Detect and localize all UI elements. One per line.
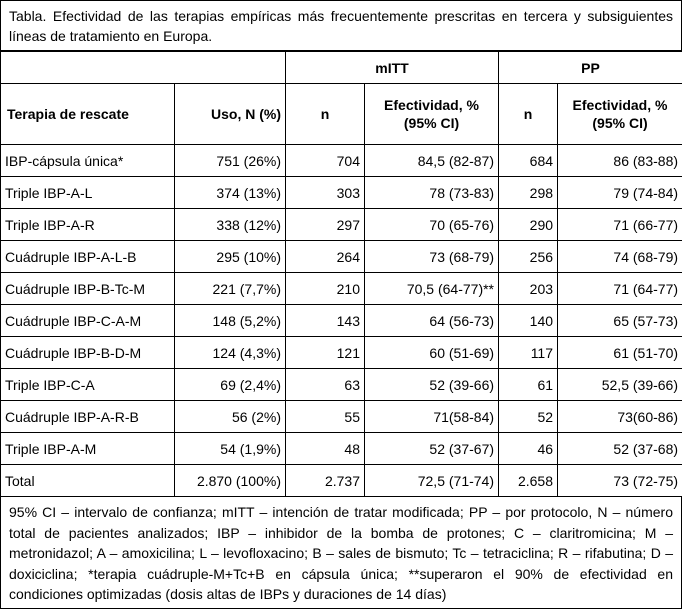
col-header-mitt-n: n (286, 84, 365, 145)
col-header-pp-effectiveness: Efectividad, % (95% CI) (558, 84, 682, 145)
cell-pp-n: 203 (499, 273, 558, 305)
cell-pp-n: 256 (499, 241, 558, 273)
cell-therapy: Cuádruple IBP-C-A-M (1, 305, 175, 337)
cell-usage: 221 (7,7%) (175, 273, 286, 305)
cell-pp-effectiveness: 73 (72-75) (558, 465, 682, 497)
table-caption: Tabla. Efectividad de las terapias empíricas más frecuentemente prescritas en tercera y subsiguientes líneas de tratamiento en Europa. (0, 0, 682, 51)
cell-mitt-effectiveness: 84,5 (82-87) (365, 145, 499, 177)
table-row (1, 433, 682, 465)
cell-mitt-effectiveness: 71(58-84) (365, 401, 499, 433)
table-row (1, 241, 682, 273)
group-header-mitt: mITT (286, 52, 499, 84)
cell-pp-n: 140 (499, 305, 558, 337)
cell-mitt-effectiveness: 70,5 (64-77)** (365, 273, 499, 305)
cell-pp-n: 61 (499, 369, 558, 401)
cell-pp-n: 298 (499, 177, 558, 209)
cell-mitt-n: 121 (286, 337, 365, 369)
cell-usage: 56 (2%) (175, 401, 286, 433)
cell-pp-n: 290 (499, 209, 558, 241)
cell-pp-effectiveness: 73(60-86) (558, 401, 682, 433)
table-row (1, 145, 682, 177)
cell-usage: 124 (4,3%) (175, 337, 286, 369)
cell-usage: 54 (1,9%) (175, 433, 286, 465)
cell-usage: 338 (12%) (175, 209, 286, 241)
column-header-row (1, 84, 682, 145)
table-row (1, 401, 682, 433)
cell-mitt-n: 264 (286, 241, 365, 273)
cell-usage: 69 (2,4%) (175, 369, 286, 401)
cell-mitt-effectiveness: 78 (73-83) (365, 177, 499, 209)
cell-mitt-effectiveness: 64 (56-73) (365, 305, 499, 337)
table-row (1, 177, 682, 209)
cell-pp-effectiveness: 52 (37-68) (558, 433, 682, 465)
cell-therapy: Cuádruple IBP-A-L-B (1, 241, 175, 273)
col-header-therapy: Terapia de rescate (1, 84, 175, 145)
cell-pp-n: 117 (499, 337, 558, 369)
cell-mitt-n: 297 (286, 209, 365, 241)
col-header-mitt-effectiveness: Efectividad, % (95% CI) (365, 84, 499, 145)
cell-therapy: Triple IBP-A-L (1, 177, 175, 209)
cell-mitt-n: 55 (286, 401, 365, 433)
table-row (1, 369, 682, 401)
table-body (1, 145, 682, 497)
cell-mitt-effectiveness: 60 (51-69) (365, 337, 499, 369)
cell-mitt-effectiveness: 52 (39-66) (365, 369, 499, 401)
cell-mitt-n: 143 (286, 305, 365, 337)
cell-mitt-effectiveness: 73 (68-79) (365, 241, 499, 273)
cell-mitt-effectiveness: 52 (37-67) (365, 433, 499, 465)
table-row (1, 273, 682, 305)
cell-therapy: Cuádruple IBP-A-R-B (1, 401, 175, 433)
group-header-pp: PP (499, 52, 682, 84)
cell-pp-effectiveness: 79 (74-84) (558, 177, 682, 209)
table-footnote: 95% CI – intervalo de confianza; mITT – intención de tratar modificada; PP – por protocolo, N – número total de pacientes analizados; IBP – inhibidor de la bomba de protones; C – claritromicina; M – metronidazol; A – amoxicilina; L – levofloxacino; B – sales de bismuto; Tc – tetraciclina; R – rifabutina; D – doxiciclina; *terapia cuádruple-M+Tc+B en cápsula única; **superaron el 90% de efectividad en condiciones optimizadas (dosis altas de IBPs y duraciones de 14 días) (0, 497, 682, 609)
cell-usage: 148 (5,2%) (175, 305, 286, 337)
cell-usage: 751 (26%) (175, 145, 286, 177)
cell-mitt-n: 63 (286, 369, 365, 401)
cell-pp-effectiveness: 71 (66-77) (558, 209, 682, 241)
group-header-row (1, 52, 682, 84)
cell-mitt-n: 210 (286, 273, 365, 305)
group-header-empty (1, 52, 286, 84)
cell-mitt-effectiveness: 72,5 (71-74) (365, 465, 499, 497)
cell-therapy: Triple IBP-A-R (1, 209, 175, 241)
cell-usage: 374 (13%) (175, 177, 286, 209)
cell-pp-effectiveness: 65 (57-73) (558, 305, 682, 337)
cell-pp-n: 2.658 (499, 465, 558, 497)
cell-pp-n: 52 (499, 401, 558, 433)
cell-therapy: IBP-cápsula única* (1, 145, 175, 177)
cell-therapy: Cuádruple IBP-B-D-M (1, 337, 175, 369)
cell-pp-n: 684 (499, 145, 558, 177)
cell-pp-effectiveness: 61 (51-70) (558, 337, 682, 369)
cell-pp-effectiveness: 52,5 (39-66) (558, 369, 682, 401)
cell-mitt-n: 48 (286, 433, 365, 465)
cell-usage: 295 (10%) (175, 241, 286, 273)
col-header-pp-n: n (499, 84, 558, 145)
cell-therapy: Triple IBP-A-M (1, 433, 175, 465)
cell-pp-effectiveness: 74 (68-79) (558, 241, 682, 273)
cell-mitt-n: 303 (286, 177, 365, 209)
cell-pp-effectiveness: 86 (83-88) (558, 145, 682, 177)
cell-mitt-n: 2.737 (286, 465, 365, 497)
cell-mitt-effectiveness: 70 (65-76) (365, 209, 499, 241)
cell-usage: 2.870 (100%) (175, 465, 286, 497)
table-row (1, 209, 682, 241)
cell-therapy: Cuádruple IBP-B-Tc-M (1, 273, 175, 305)
table-row (1, 305, 682, 337)
cell-pp-n: 46 (499, 433, 558, 465)
cell-mitt-n: 704 (286, 145, 365, 177)
cell-pp-effectiveness: 71 (64-77) (558, 273, 682, 305)
col-header-usage: Uso, N (%) (175, 84, 286, 145)
cell-therapy: Total (1, 465, 175, 497)
efficacy-table (0, 51, 682, 497)
table-row-total (1, 465, 682, 497)
table-row (1, 337, 682, 369)
cell-therapy: Triple IBP-C-A (1, 369, 175, 401)
